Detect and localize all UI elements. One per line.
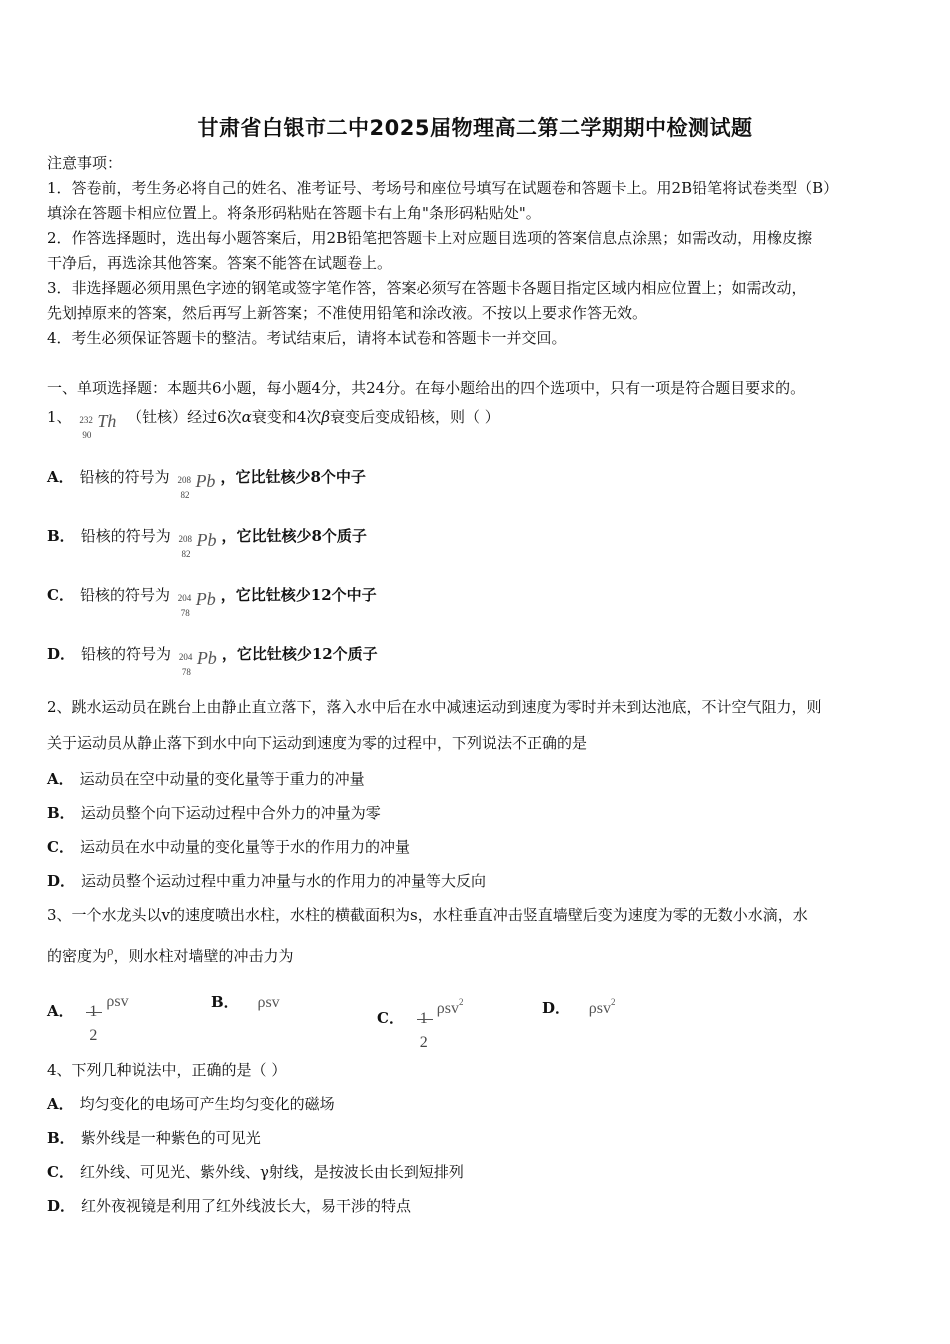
mass-number: 204	[178, 652, 193, 662]
notice-line: 4．考生必须保证答题卡的整洁。考试结束后，请将本试卷和答题卡一并交回。	[47, 329, 567, 347]
option-text: 红外线、可见光、紫外线、γ射线，是按波长由长到短排列	[79, 1163, 464, 1181]
element-symbol: Pb	[196, 648, 217, 668]
alpha-symbol: α	[241, 408, 252, 426]
option-label: A．	[47, 770, 74, 788]
question-1-option-c	[47, 580, 377, 618]
option-label: A．	[47, 1002, 74, 1020]
option-text: 铅核的符号为	[81, 645, 172, 663]
stem-text: 的密度为	[47, 947, 108, 965]
question-4-option-a	[47, 1094, 335, 1114]
fraction	[415, 997, 437, 1051]
formula: ρsv	[257, 994, 280, 1011]
question-3-stem	[47, 941, 294, 966]
option-text: 铅核的符号为	[79, 468, 170, 486]
numerator: 1	[89, 1003, 98, 1020]
question-2-option-c	[47, 837, 410, 857]
option-text: 紫外线是一种紫色的可见光	[80, 1129, 261, 1147]
section-heading: 一、单项选择题：本题共6小题，每小题4分，共24分。在每小题给出的四个选项中，只有一项是符合题目要求的。	[47, 379, 806, 397]
option-text: ，它比钍核少8个质子	[221, 527, 367, 545]
fraction	[84, 990, 106, 1044]
question-2-option-b	[47, 803, 381, 823]
option-text: 运动员整个向下运动过程中合外力的冲量为零	[80, 804, 381, 822]
option-text: 运动员整个运动过程中重力冲量与水的作用力的冲量等大反向	[81, 872, 487, 890]
option-text: 红外夜视镜是利用了红外线波长大，易干涉的特点	[81, 1197, 412, 1215]
option-text: 运动员在水中动量的变化量等于水的作用力的冲量	[79, 838, 410, 856]
question-3-option-d	[542, 980, 616, 1031]
question-1-stem	[47, 402, 500, 440]
stem-text: ，则水柱对墙壁的冲击力为	[113, 947, 294, 965]
stem-text: 衰变后变成铅核，则（ ）	[330, 408, 500, 426]
formula: ρsv	[588, 1000, 612, 1017]
atomic-number: 78	[181, 667, 191, 677]
option-text: 运动员在空中动量的变化量等于重力的冲量	[79, 770, 365, 788]
option-text: 均匀变化的电场可产生均匀变化的磁场	[79, 1095, 335, 1113]
question-4-option-c	[47, 1162, 464, 1182]
element-symbol: Th	[97, 411, 117, 431]
rho-symbol: ρ	[107, 943, 114, 958]
atomic-number: 82	[181, 549, 191, 559]
fraction-bar	[86, 1012, 102, 1013]
question-2-option-a	[47, 769, 365, 789]
notice-line: 1．答卷前，考生务必将自己的姓名、准考证号、考场号和座位号填写在试题卷和答题卡上。用2B铅笔将试卷类型（B）	[47, 179, 839, 197]
mass-number: 208	[178, 534, 192, 544]
atomic-number: 82	[180, 490, 190, 500]
option-label: B．	[211, 993, 239, 1011]
exponent: 2	[611, 997, 616, 1007]
question-2-stem: 关于运动员从静止落下到水中向下运动到速度为零的过程中，下列说法不正确的是	[47, 734, 588, 752]
notice-heading: 注意事项：	[47, 154, 123, 172]
element-symbol: Pb	[195, 589, 216, 609]
lead-isotope	[177, 465, 217, 500]
option-label: B．	[47, 527, 75, 545]
stem-text: （钍核）经过6次	[127, 408, 242, 426]
atomic-number: 90	[82, 430, 92, 440]
option-label: C．	[47, 1163, 74, 1181]
denominator: 2	[419, 1034, 428, 1051]
atomic-number: 78	[180, 608, 190, 618]
question-2-stem: 2、跳水运动员在跳台上由静止直立落下，落入水中后在水中减速运动到速度为零时并未到达池底，不计空气阻力，则	[47, 698, 822, 716]
question-number: 1、	[47, 408, 72, 426]
notice-line: 干净后，再选涂其他答案。答案不能答在试题卷上。	[47, 254, 393, 272]
option-label: D．	[47, 872, 76, 890]
option-label: C．	[377, 1009, 404, 1027]
question-1-option-a	[47, 462, 366, 500]
option-text: 铅核的符号为	[80, 527, 171, 545]
option-label: C．	[47, 838, 74, 856]
option-label: D．	[542, 999, 571, 1017]
option-text: ，它比钍核少8个中子	[220, 468, 366, 486]
lead-isotope	[178, 524, 218, 559]
question-4-stem: 4、下列几种说法中，正确的是（ ）	[47, 1061, 287, 1079]
option-text: 铅核的符号为	[79, 586, 170, 604]
option-text: ，它比钍核少12个质子	[221, 645, 378, 663]
notice-line: 3．非选择题必须用黑色字迹的钢笔或签字笔作答，答案必须写在答题卡各题目指定区域内相应位置上；如需改动，	[47, 279, 807, 297]
element-symbol: Pb	[195, 471, 216, 491]
lead-isotope	[178, 642, 219, 677]
question-4-option-d	[47, 1196, 411, 1216]
option-label: D．	[47, 1197, 76, 1215]
question-3-option-b	[211, 980, 280, 1025]
mass-number: 204	[177, 593, 192, 603]
mass-number: 208	[177, 475, 191, 485]
question-3-option-c	[377, 980, 464, 1051]
option-label: B．	[47, 1129, 75, 1147]
page-title: 甘肃省白银市二中2025届物理高二第二学期期中检测试题	[197, 116, 753, 140]
notice-line: 2．作答选择题时，选出每小题答案后，用2B铅笔把答题卡上对应题目选项的答案信息点涂黑；如需改动，用橡皮擦	[47, 229, 813, 247]
formula: ρsv	[106, 993, 129, 1010]
fraction-bar	[417, 1019, 433, 1020]
option-label: C．	[47, 586, 74, 604]
notice-line: 先划掉原来的答案，然后再写上新答案；不准使用铅笔和涂改液。不按以上要求作答无效。	[47, 304, 648, 322]
notice-line: 填涂在答题卡相应位置上。将条形码粘贴在答题卡右上角"条形码粘贴处"。	[47, 204, 541, 222]
numerator: 1	[419, 1010, 428, 1027]
question-3-option-a	[47, 980, 129, 1044]
thorium-isotope	[79, 405, 119, 440]
question-4-option-b	[47, 1128, 261, 1148]
lead-isotope	[177, 583, 218, 618]
beta-symbol: β	[321, 408, 331, 426]
question-3-stem: 3、一个水龙头以v的速度喷出水柱，水柱的横截面积为s，水柱垂直冲击竖直墙壁后变为速度为零的无数小水滴，水	[47, 906, 808, 924]
exponent: 2	[458, 997, 464, 1007]
mass-number: 232	[79, 415, 93, 425]
denominator: 2	[89, 1027, 98, 1044]
option-label: A．	[47, 468, 74, 486]
option-label: D．	[47, 645, 76, 663]
option-text: ，它比钍核少12个中子	[220, 586, 377, 604]
question-1-option-b	[47, 521, 367, 559]
stem-text: 衰变和4次	[251, 408, 322, 426]
formula: ρsv	[436, 1000, 459, 1017]
question-2-option-d	[47, 871, 486, 891]
question-1-option-d	[47, 639, 378, 677]
element-symbol: Pb	[196, 530, 217, 550]
option-label: A．	[47, 1095, 74, 1113]
option-label: B．	[47, 804, 75, 822]
